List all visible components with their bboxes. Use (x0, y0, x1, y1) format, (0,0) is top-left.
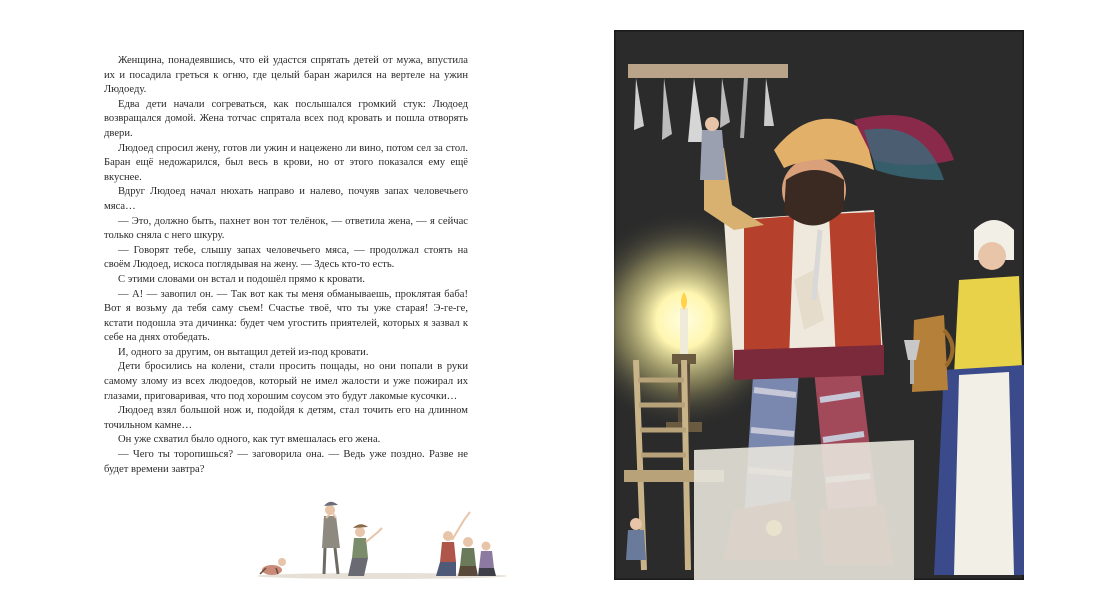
paragraph: Он уже схватил было одного, как тут вмешалась его жена. (118, 434, 381, 446)
paragraph: Вдруг Людоед начал нюхать направо и налево, почуяв запах человечьего мяса… (104, 186, 468, 212)
ogre-illustration (614, 30, 1024, 580)
paragraph: — Чего ты торопишься? — заговорила она. — Ведь уже поздно. Разве не будет времени завтра? (104, 449, 468, 475)
children-vignette (252, 496, 512, 582)
standing-child-figure (322, 502, 340, 574)
kneeling-child-figure (348, 524, 382, 576)
story-text (104, 54, 468, 477)
right-page (550, 0, 1100, 611)
paragraph: Людоед спросил жену, готов ли ужин и нацежено ли вино, потом сел за стол. Баран ещё недожарился, был весь в крови, но от этого показался ему ещё вкуснее. (104, 142, 468, 183)
paragraph: Женщина, понадеявшись, что ей удастся спрятать детей от мужа, впустила их и посадила греться к огню, где целый баран жарился на вертеле на ужин Людоеду. (104, 55, 468, 96)
crawling-child-figure (260, 558, 286, 575)
paragraph: С этими словами он встал и подошёл прямо к кровати. (118, 273, 365, 285)
paragraph: — А! — завопил он. — Так вот как ты меня обманываешь, проклятая баба! Вот я возьму да тебя саму съем! Счастье твоё, что ты уже старая! Э-ге-ге, кстати подошла эта дичинка: будет чем угостить приятелей, которых я зазвал к себе на днях отобедать. (104, 288, 468, 344)
paragraph: И, одного за другим, он вытащил детей из-под кровати. (118, 346, 369, 358)
paragraph: — Это, должно быть, пахнет вон тот телёнок, — ответила жена, — я сейчас только сняла с него шкуру. (104, 215, 468, 242)
paragraph: — Говорят тебе, слышу запах человечьего мяса, — продолжал стоять на своём Людоед, искоса поглядывая на жену. — Здесь кто-то есть. (104, 244, 468, 271)
kneeling-children-group (436, 512, 496, 576)
paragraph: Дети бросились на колени, стали просить пощады, но они попали в руки самому злому из всех людоедов, который не имел жалости и уже пожирал их глазами, приговаривая, что под хорошим соусом это будут лакомые кусочки… (104, 361, 468, 402)
paragraph: Людоед взял большой нож и, подойдя к детям, стал точить его на длинном точильном камне… (104, 405, 468, 431)
table-cloth (694, 440, 914, 580)
paragraph: Едва дети начали согреваться, как послышался громкий стук: Людоед возвращался домой. Жена тотчас спрятала всех под кровать и пошла отворять двери. (104, 98, 468, 139)
